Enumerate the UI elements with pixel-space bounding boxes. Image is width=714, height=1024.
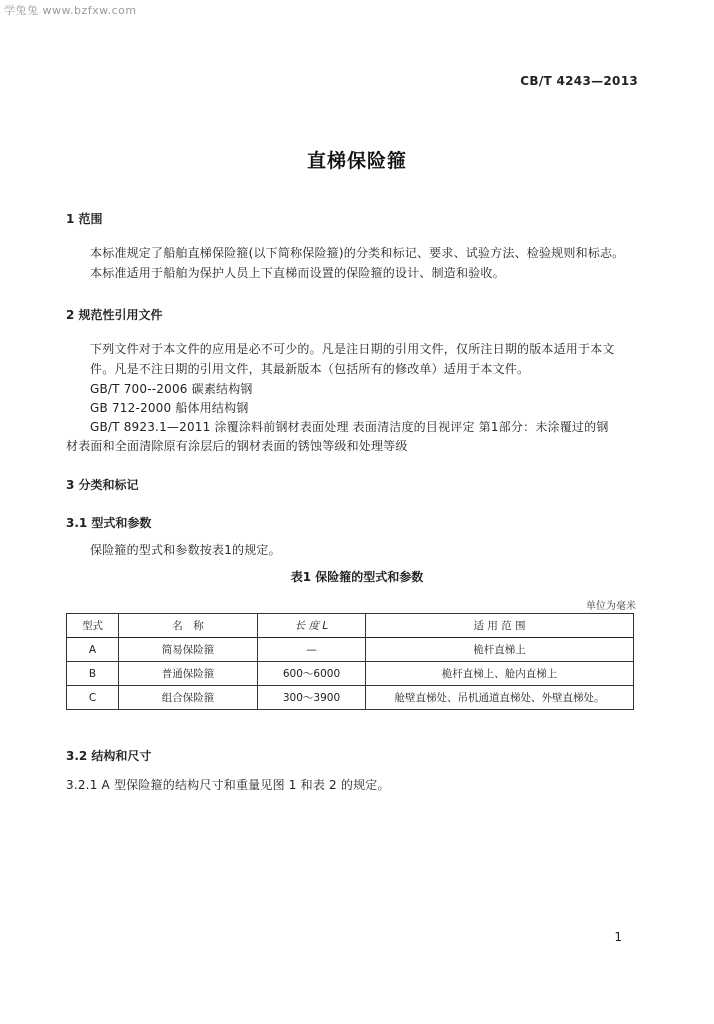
section-2-paragraph-line-2: 件。凡是不注日期的引用文件，其最新版本（包括所有的修改单）适用于本文件。 [90,362,530,376]
section-2-paragraph-line-1: 下列文件对于本文件的应用是必不可少的。凡是注日期的引用文件，仅所注日期的版本适用于本文 [90,342,615,356]
table-header-cell: 适 用 范 围 [366,614,634,638]
reference-gbt700: GB/T 700--2006 碳素结构钢 [90,382,253,396]
table-cell: 600～6000 [258,662,366,686]
page-number: 1 [614,930,622,944]
section-2-heading: 2 规范性引用文件 [66,308,163,322]
table-cell: 简易保险箍 [119,638,258,662]
table-cell: 桅杆直梯上、舱内直梯上 [366,662,634,686]
table-cell: B [67,662,119,686]
section-3-2-1-paragraph: 3.2.1 A 型保险箍的结构尺寸和重量见图 1 和表 2 的规定。 [66,778,390,792]
table-row [67,686,634,710]
reference-gbt8923-line-2: 材表面和全面清除原有涂层后的钢材表面的锈蚀等级和处理等级 [66,439,408,453]
section-3-1-paragraph: 保险箍的型式和参数按表1的规定。 [90,543,281,557]
table-row [67,662,634,686]
table-cell: C [67,686,119,710]
table-1-caption: 表1 保险箍的型式和参数 [290,570,424,584]
table-header-cell: 名 称 [119,614,258,638]
watermark: 学兔兔 www.bzfxw.com [4,4,137,17]
table-row [67,638,634,662]
table-cell: 普通保险箍 [119,662,258,686]
table-cell: A [67,638,119,662]
table-header-cell: 型式 [67,614,119,638]
section-1-paragraph-2: 本标准适用于船舶为保护人员上下直梯而设置的保险箍的设计、制造和验收。 [90,266,505,280]
table-cell: 组合保险箍 [119,686,258,710]
section-3-2-heading: 3.2 结构和尺寸 [66,749,152,763]
table-header-row [67,614,634,638]
table-1-unit: 单位为毫米 [586,601,636,612]
table-cell: — [258,638,366,662]
table-header-cell: 长 度 L [258,614,366,638]
reference-gbt8923-line-1: GB/T 8923.1—2011 涂覆涂料前钢材表面处理 表面清洁度的目视评定 第1部分：未涂覆过的钢 [90,420,609,434]
reference-gb712: GB 712-2000 船体用结构钢 [90,401,249,415]
section-1-heading: 1 范围 [66,212,103,226]
section-1-paragraph-1: 本标准规定了船舶直梯保险箍(以下简称保险箍)的分类和标记、要求、试验方法、检验规则和标志。 [90,246,625,260]
standard-code: CB/T 4243—2013 [520,74,638,88]
page-title: 直梯保险箍 [306,150,407,172]
table-cell: 舱壁直梯处、吊机通道直梯处、外壁直梯处。 [366,686,634,710]
table-cell: 桅杆直梯上 [366,638,634,662]
section-3-1-heading: 3.1 型式和参数 [66,516,152,530]
table-1 [66,613,634,710]
table-cell: 300～3900 [258,686,366,710]
section-3-heading: 3 分类和标记 [66,478,139,492]
